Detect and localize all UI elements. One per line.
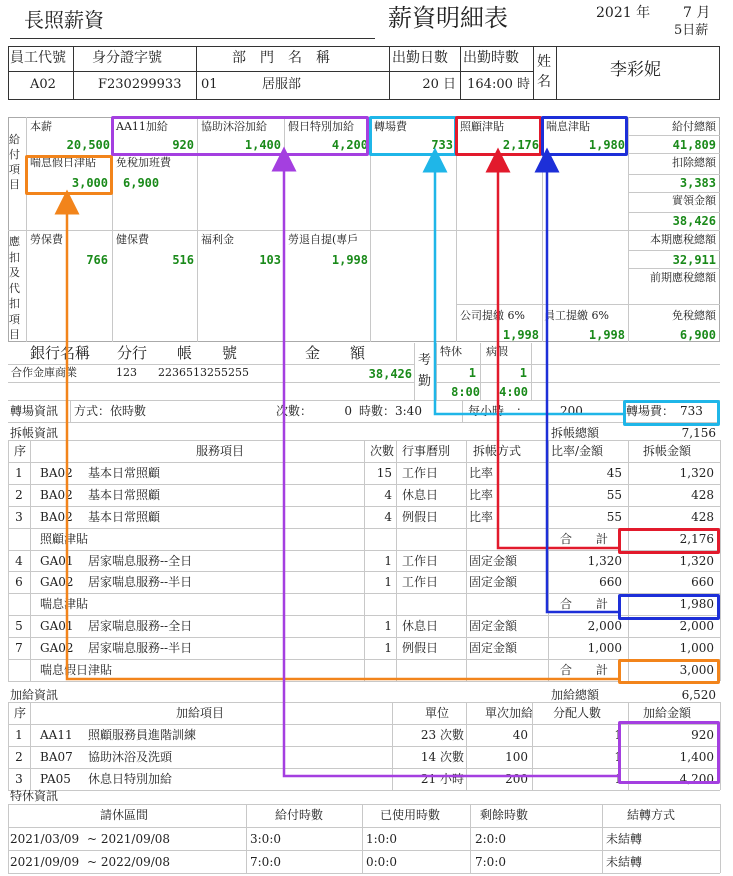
pension-value: 1,998 bbox=[331, 253, 368, 267]
leave-carry: 未結轉 bbox=[606, 855, 643, 869]
split-amount: 1,320 bbox=[679, 465, 714, 480]
emp-days: 20 日 bbox=[422, 77, 456, 92]
emp-dept-label: 部 門 名 稱 bbox=[232, 50, 330, 66]
row-no: 3 bbox=[15, 509, 23, 524]
bonus-code: BA07 bbox=[40, 750, 73, 764]
attendance-label: 考勤 bbox=[418, 353, 432, 389]
service-name: 居家喘息服務--全日 bbox=[88, 619, 193, 634]
leave-used: 1:0:0 bbox=[366, 832, 397, 846]
split-amount: 428 bbox=[691, 509, 714, 524]
service-name: 居家喘息服務--半日 bbox=[88, 641, 193, 656]
bonus-people: 1 bbox=[614, 750, 622, 764]
blue-box-respite-total bbox=[618, 594, 720, 620]
leave-info-label: 特休資訊 bbox=[10, 789, 59, 803]
emp-idno-label: 身分證字號 bbox=[92, 50, 162, 66]
sum-label: 合 計 bbox=[560, 597, 609, 612]
bonus-name: 協助沐浴及洗頭 bbox=[88, 750, 173, 764]
health-ins-value: 516 bbox=[172, 253, 194, 267]
deduct-total-label: 扣除總額 bbox=[672, 156, 716, 169]
row-no: 4 bbox=[15, 553, 23, 568]
split-rate: 55 bbox=[606, 509, 622, 524]
bonus-row-no: 2 bbox=[15, 750, 23, 764]
split-method: 固定金額 bbox=[469, 553, 518, 568]
service-code: GA01 bbox=[40, 553, 74, 568]
bonus-unit: 23 次數 bbox=[420, 728, 464, 742]
service-name: 基本日常照顧 bbox=[88, 465, 161, 480]
total-pay-label: 給付總額 bbox=[672, 120, 716, 133]
service-count: 1 bbox=[384, 553, 392, 568]
net-pay-label: 實領金額 bbox=[672, 194, 716, 207]
grid-line-v bbox=[8, 702, 9, 790]
split-amount: 1,000 bbox=[679, 641, 714, 656]
row-no: 1 bbox=[15, 465, 23, 480]
special-leave-label: 特休 bbox=[440, 345, 462, 358]
split-method: 比率 bbox=[469, 465, 494, 480]
leave-header: 給付時數 bbox=[275, 808, 324, 822]
emp-hours-label: 出勤時數 bbox=[463, 50, 519, 66]
grid-line-v bbox=[720, 702, 721, 790]
bonus-amount: 920 bbox=[691, 728, 714, 742]
emp-name-label: 姓名 bbox=[537, 54, 551, 90]
grid-line-v bbox=[548, 440, 549, 681]
emp-days-label: 出勤日數 bbox=[392, 50, 448, 66]
service-count: 1 bbox=[384, 575, 392, 590]
taxfree-ot-label: 免稅加班費 bbox=[116, 156, 171, 169]
grid-line-h bbox=[8, 746, 720, 747]
split-total: 7,156 bbox=[681, 426, 716, 440]
leave-to: ~ 2022/09/08 bbox=[87, 855, 171, 869]
service-count: 1 bbox=[384, 619, 392, 634]
transfer-per-hour: 200 bbox=[560, 404, 583, 418]
split-method: 固定金額 bbox=[469, 641, 518, 656]
transfer-info-label: 轉場資訊 bbox=[10, 404, 59, 418]
pay-day: 5日薪 bbox=[674, 23, 709, 38]
split-rate: 55 bbox=[606, 487, 622, 502]
bath-label: 協助沐浴加給 bbox=[201, 120, 267, 133]
company-contrib-label: 公司提繳 6% bbox=[460, 309, 525, 322]
grid-line-h bbox=[8, 873, 720, 874]
row-no: 2 bbox=[15, 487, 23, 502]
leave-carry: 未結轉 bbox=[606, 832, 643, 846]
service-count: 4 bbox=[384, 487, 392, 502]
health-ins-label: 健保費 bbox=[116, 233, 149, 246]
calendar-type: 工作日 bbox=[402, 575, 439, 590]
transfer-per-hour-label: 每小時 ： bbox=[468, 404, 529, 418]
pay-month: 7 月 bbox=[683, 5, 711, 21]
calendar-type: 工作日 bbox=[402, 553, 439, 568]
split-header: 拆帳金額 bbox=[643, 444, 692, 458]
split-amount: 660 bbox=[691, 575, 714, 590]
split-rate: 660 bbox=[599, 575, 622, 590]
grid-line-v bbox=[532, 702, 533, 790]
bonus-header: 單次加給 bbox=[485, 706, 534, 720]
grid-line-h bbox=[8, 768, 720, 769]
leave-used: 0:0:0 bbox=[366, 855, 397, 869]
split-header: 行事曆別 bbox=[402, 444, 451, 458]
welfare-label: 福利金 bbox=[201, 233, 234, 246]
split-header: 拆帳方式 bbox=[473, 444, 522, 458]
subtotal-value: 3,000 bbox=[679, 663, 714, 677]
pension-label: 勞退自提(專戶 bbox=[288, 233, 359, 246]
calendar-type: 工作日 bbox=[402, 465, 439, 480]
bank-name-label: 銀行名稱 bbox=[30, 344, 91, 362]
pay-year: 2021 年 bbox=[596, 5, 651, 21]
care-label: 照顧津貼 bbox=[460, 120, 504, 133]
grid-line-v bbox=[8, 440, 9, 681]
calendar-type: 例假日 bbox=[402, 509, 439, 524]
leave-left: 2:0:0 bbox=[475, 832, 506, 846]
emp-idno: F230299933 bbox=[98, 77, 182, 92]
emp-id-label: 員工代號 bbox=[10, 50, 66, 66]
emp-hours: 164:00 時 bbox=[467, 77, 530, 92]
purple-box-bonus-amounts bbox=[618, 721, 720, 784]
split-header: 服務項目 bbox=[196, 444, 245, 458]
deduct-section-label: 應扣及代扣項目 bbox=[9, 235, 20, 341]
bonus-header: 分配人數 bbox=[553, 706, 602, 720]
split-amount: 2,000 bbox=[679, 619, 714, 634]
grid-line-v bbox=[466, 702, 467, 790]
service-code: BA02 bbox=[40, 487, 73, 502]
split-header: 比率/金額 bbox=[551, 444, 604, 458]
cyan-box-transfer bbox=[369, 116, 457, 156]
bonus-row-no: 3 bbox=[15, 772, 23, 786]
base-label: 本薪 bbox=[30, 120, 52, 133]
blue-box-respite bbox=[541, 116, 628, 156]
care-value: 2,176 bbox=[502, 138, 539, 152]
bonus-code: AA11 bbox=[40, 728, 73, 742]
orange-box-holiday-total bbox=[618, 659, 720, 684]
bonus-each: 200 bbox=[505, 772, 528, 786]
page-title: 薪資明細表 bbox=[388, 4, 508, 32]
service-count: 1 bbox=[384, 641, 392, 656]
bank-amount: 38,426 bbox=[368, 367, 412, 381]
leave-from: 2021/03/09 bbox=[10, 832, 80, 846]
grid-line-v bbox=[30, 702, 31, 790]
transfer-value: 733 bbox=[431, 138, 453, 152]
bonus-header: 加給項目 bbox=[176, 706, 225, 720]
leave-header: 請休區間 bbox=[100, 808, 149, 822]
split-rate: 1,320 bbox=[587, 553, 622, 568]
bonus-name: 休息日特別加給 bbox=[88, 772, 173, 786]
split-rate: 45 bbox=[606, 465, 622, 480]
bonus-each: 100 bbox=[505, 750, 528, 764]
bonus-unit: 14 次數 bbox=[420, 750, 464, 764]
grid-line-v bbox=[602, 804, 603, 873]
calendar-type: 休息日 bbox=[402, 619, 439, 634]
leave-from: 2021/09/09 bbox=[10, 855, 80, 869]
grid-line-h bbox=[8, 681, 720, 682]
transfer-method: 方式：依時數 bbox=[74, 404, 147, 418]
holiday-value: 4,200 bbox=[331, 138, 368, 152]
leave-header: 剩餘時數 bbox=[480, 808, 529, 822]
service-name: 居家喘息服務--全日 bbox=[88, 553, 193, 568]
grid-line-v bbox=[466, 440, 467, 681]
bonus-unit: 21 小時 bbox=[420, 772, 464, 786]
split-header: 次數 bbox=[370, 444, 395, 458]
grid-line-v bbox=[470, 804, 471, 873]
orange-box-respite-holiday bbox=[25, 155, 113, 195]
grid-line-v bbox=[246, 804, 247, 873]
split-method: 比率 bbox=[469, 509, 494, 524]
subtotal-label: 照顧津貼 bbox=[40, 531, 89, 546]
bonus-row-no: 1 bbox=[15, 728, 23, 742]
split-rate: 2,000 bbox=[587, 619, 622, 634]
bonus-info-label: 加給資訊 bbox=[10, 688, 59, 702]
grid-line-v bbox=[392, 702, 393, 790]
self-contrib-label: 員工提繳 6% bbox=[544, 309, 609, 322]
leave-paid: 7:0:0 bbox=[250, 855, 281, 869]
leave-header: 結轉方式 bbox=[627, 808, 676, 822]
sick-leave-hours: 4:00 bbox=[499, 385, 528, 399]
transfer-fee: 轉場費： 733 bbox=[626, 404, 703, 418]
welfare-value: 103 bbox=[259, 253, 281, 267]
calendar-type: 休息日 bbox=[402, 487, 439, 502]
grid-line-v bbox=[396, 440, 397, 681]
bonus-name: 照顧服務員進階訓練 bbox=[88, 728, 197, 742]
emp-name: 李彩妮 bbox=[610, 60, 661, 80]
company-name: 長照薪資 bbox=[24, 8, 104, 32]
leave-left: 7:0:0 bbox=[475, 855, 506, 869]
row-no: 5 bbox=[15, 619, 23, 634]
bank-branch-label: 分行 bbox=[117, 344, 148, 362]
emp-dept-code: 01 bbox=[201, 77, 218, 92]
split-amount: 1,320 bbox=[679, 553, 714, 568]
emp-dept-name: 居服部 bbox=[262, 77, 302, 92]
sick-leave-days: 1 bbox=[519, 366, 527, 380]
red-box-care bbox=[455, 116, 542, 156]
company-contrib-value: 1,998 bbox=[502, 328, 539, 342]
aa11-value: 920 bbox=[172, 138, 194, 152]
transfer-count-label: 次數： bbox=[276, 404, 313, 418]
split-method: 比率 bbox=[469, 487, 494, 502]
subtotal-value: 1,980 bbox=[679, 597, 714, 612]
bonus-header: 序 bbox=[14, 706, 27, 720]
transfer-label: 轉場費 bbox=[374, 120, 407, 133]
grid-line-h bbox=[8, 790, 720, 791]
bath-value: 1,400 bbox=[244, 138, 281, 152]
grid-line-v bbox=[628, 440, 629, 681]
respite-value: 1,980 bbox=[588, 138, 625, 152]
bank-branch: 123 bbox=[116, 366, 137, 379]
service-name: 基本日常照顧 bbox=[88, 487, 161, 502]
bonus-code: PA05 bbox=[40, 772, 71, 786]
net-pay-value: 38,426 bbox=[672, 214, 716, 228]
grid-line-v bbox=[720, 804, 721, 873]
cyan-box-transfer-fee bbox=[623, 400, 720, 426]
special-leave-hours: 8:00 bbox=[451, 385, 480, 399]
taxfree-total-value: 6,900 bbox=[679, 328, 716, 342]
grid-line-h bbox=[8, 804, 720, 805]
grid-line-h bbox=[8, 827, 720, 828]
bonus-each: 40 bbox=[512, 728, 528, 742]
total-pay-value: 41,809 bbox=[672, 138, 716, 152]
bonus-amount: 4,200 bbox=[679, 772, 714, 786]
service-code: GA02 bbox=[40, 575, 74, 590]
service-code: GA01 bbox=[40, 619, 74, 634]
bonus-people: 1 bbox=[614, 772, 622, 786]
holiday-label: 假日特別加給 bbox=[288, 120, 354, 133]
split-info-label: 拆帳資訊 bbox=[10, 426, 59, 440]
grid-line-v bbox=[30, 440, 31, 681]
grid-line-v bbox=[720, 440, 721, 681]
purple-box-bonus-items bbox=[111, 116, 369, 156]
split-rate: 1,000 bbox=[587, 641, 622, 656]
service-code: BA02 bbox=[40, 509, 73, 524]
subtotal-label: 喘息津貼 bbox=[40, 597, 89, 612]
split-method: 固定金額 bbox=[469, 619, 518, 634]
leave-header: 已使用時數 bbox=[380, 808, 441, 822]
red-box-care-total bbox=[618, 528, 720, 554]
respite-hol-value: 3,000 bbox=[71, 176, 108, 190]
aa11-label: AA11加給 bbox=[116, 120, 168, 133]
leave-paid: 3:0:0 bbox=[250, 832, 281, 846]
subtotal-label: 喘息假日津貼 bbox=[40, 663, 113, 677]
special-leave-days: 1 bbox=[468, 366, 476, 380]
leave-to: ~ 2021/09/08 bbox=[87, 832, 171, 846]
respite-hol-label: 喘息假日津貼 bbox=[30, 156, 96, 169]
bank-name: 合作金庫商業 bbox=[11, 366, 77, 379]
grid-line-h bbox=[8, 702, 720, 703]
sum-label: 合 計 bbox=[560, 663, 609, 677]
deduct-total-value: 3,383 bbox=[679, 176, 716, 190]
base-value: 20,500 bbox=[66, 138, 110, 152]
transfer-hours: 時數：3:40 bbox=[359, 404, 422, 418]
grid-line-v bbox=[364, 440, 365, 681]
grid-line-h bbox=[8, 724, 720, 725]
labor-ins-label: 勞保費 bbox=[30, 233, 63, 246]
split-method: 固定金額 bbox=[469, 575, 518, 590]
grid-line-v bbox=[362, 804, 363, 873]
split-header: 序 bbox=[14, 444, 27, 458]
prev-taxable-label: 前期應稅總額 bbox=[650, 271, 716, 284]
subtotal-value: 2,176 bbox=[679, 531, 714, 546]
taxfree-ot-value: 6,900 bbox=[123, 176, 160, 190]
bonus-amount: 1,400 bbox=[679, 750, 714, 764]
pay-section-label: 給付項目 bbox=[9, 133, 20, 191]
row-no: 7 bbox=[15, 641, 23, 656]
service-name: 居家喘息服務--半日 bbox=[88, 575, 193, 590]
sick-leave-label: 病假 bbox=[486, 345, 508, 358]
bonus-header: 加給金額 bbox=[643, 706, 692, 720]
bonus-people: 1 bbox=[614, 728, 622, 742]
split-amount: 428 bbox=[691, 487, 714, 502]
sum-label: 合 計 bbox=[560, 531, 609, 546]
service-count: 15 bbox=[376, 465, 392, 480]
taxable-value: 32,911 bbox=[672, 253, 716, 267]
service-name: 基本日常照顧 bbox=[88, 509, 161, 524]
transfer-count: 0 bbox=[344, 404, 352, 418]
split-total-label: 拆帳總額 bbox=[551, 426, 600, 440]
service-code: GA02 bbox=[40, 641, 74, 656]
grid-line-h bbox=[8, 850, 720, 851]
bank-amount-label: 金 額 bbox=[305, 344, 366, 362]
bank-account-label: 帳 號 bbox=[177, 344, 238, 362]
respite-label: 喘息津貼 bbox=[546, 120, 590, 133]
bank-account: 2236513255255 bbox=[158, 366, 249, 379]
grid-line-v bbox=[8, 804, 9, 873]
taxable-label: 本期應稅總額 bbox=[650, 233, 716, 246]
bonus-total: 6,520 bbox=[681, 688, 716, 702]
bonus-total-label: 加給總額 bbox=[551, 688, 600, 702]
service-count: 4 bbox=[384, 509, 392, 524]
row-no: 6 bbox=[15, 575, 23, 590]
bonus-header: 單位 bbox=[425, 706, 450, 720]
labor-ins-value: 766 bbox=[86, 253, 108, 267]
emp-id: A02 bbox=[30, 77, 56, 92]
service-code: BA02 bbox=[40, 465, 73, 480]
taxfree-total-label: 免稅總額 bbox=[672, 309, 716, 322]
self-contrib-value: 1,998 bbox=[588, 328, 625, 342]
calendar-type: 例假日 bbox=[402, 641, 439, 656]
